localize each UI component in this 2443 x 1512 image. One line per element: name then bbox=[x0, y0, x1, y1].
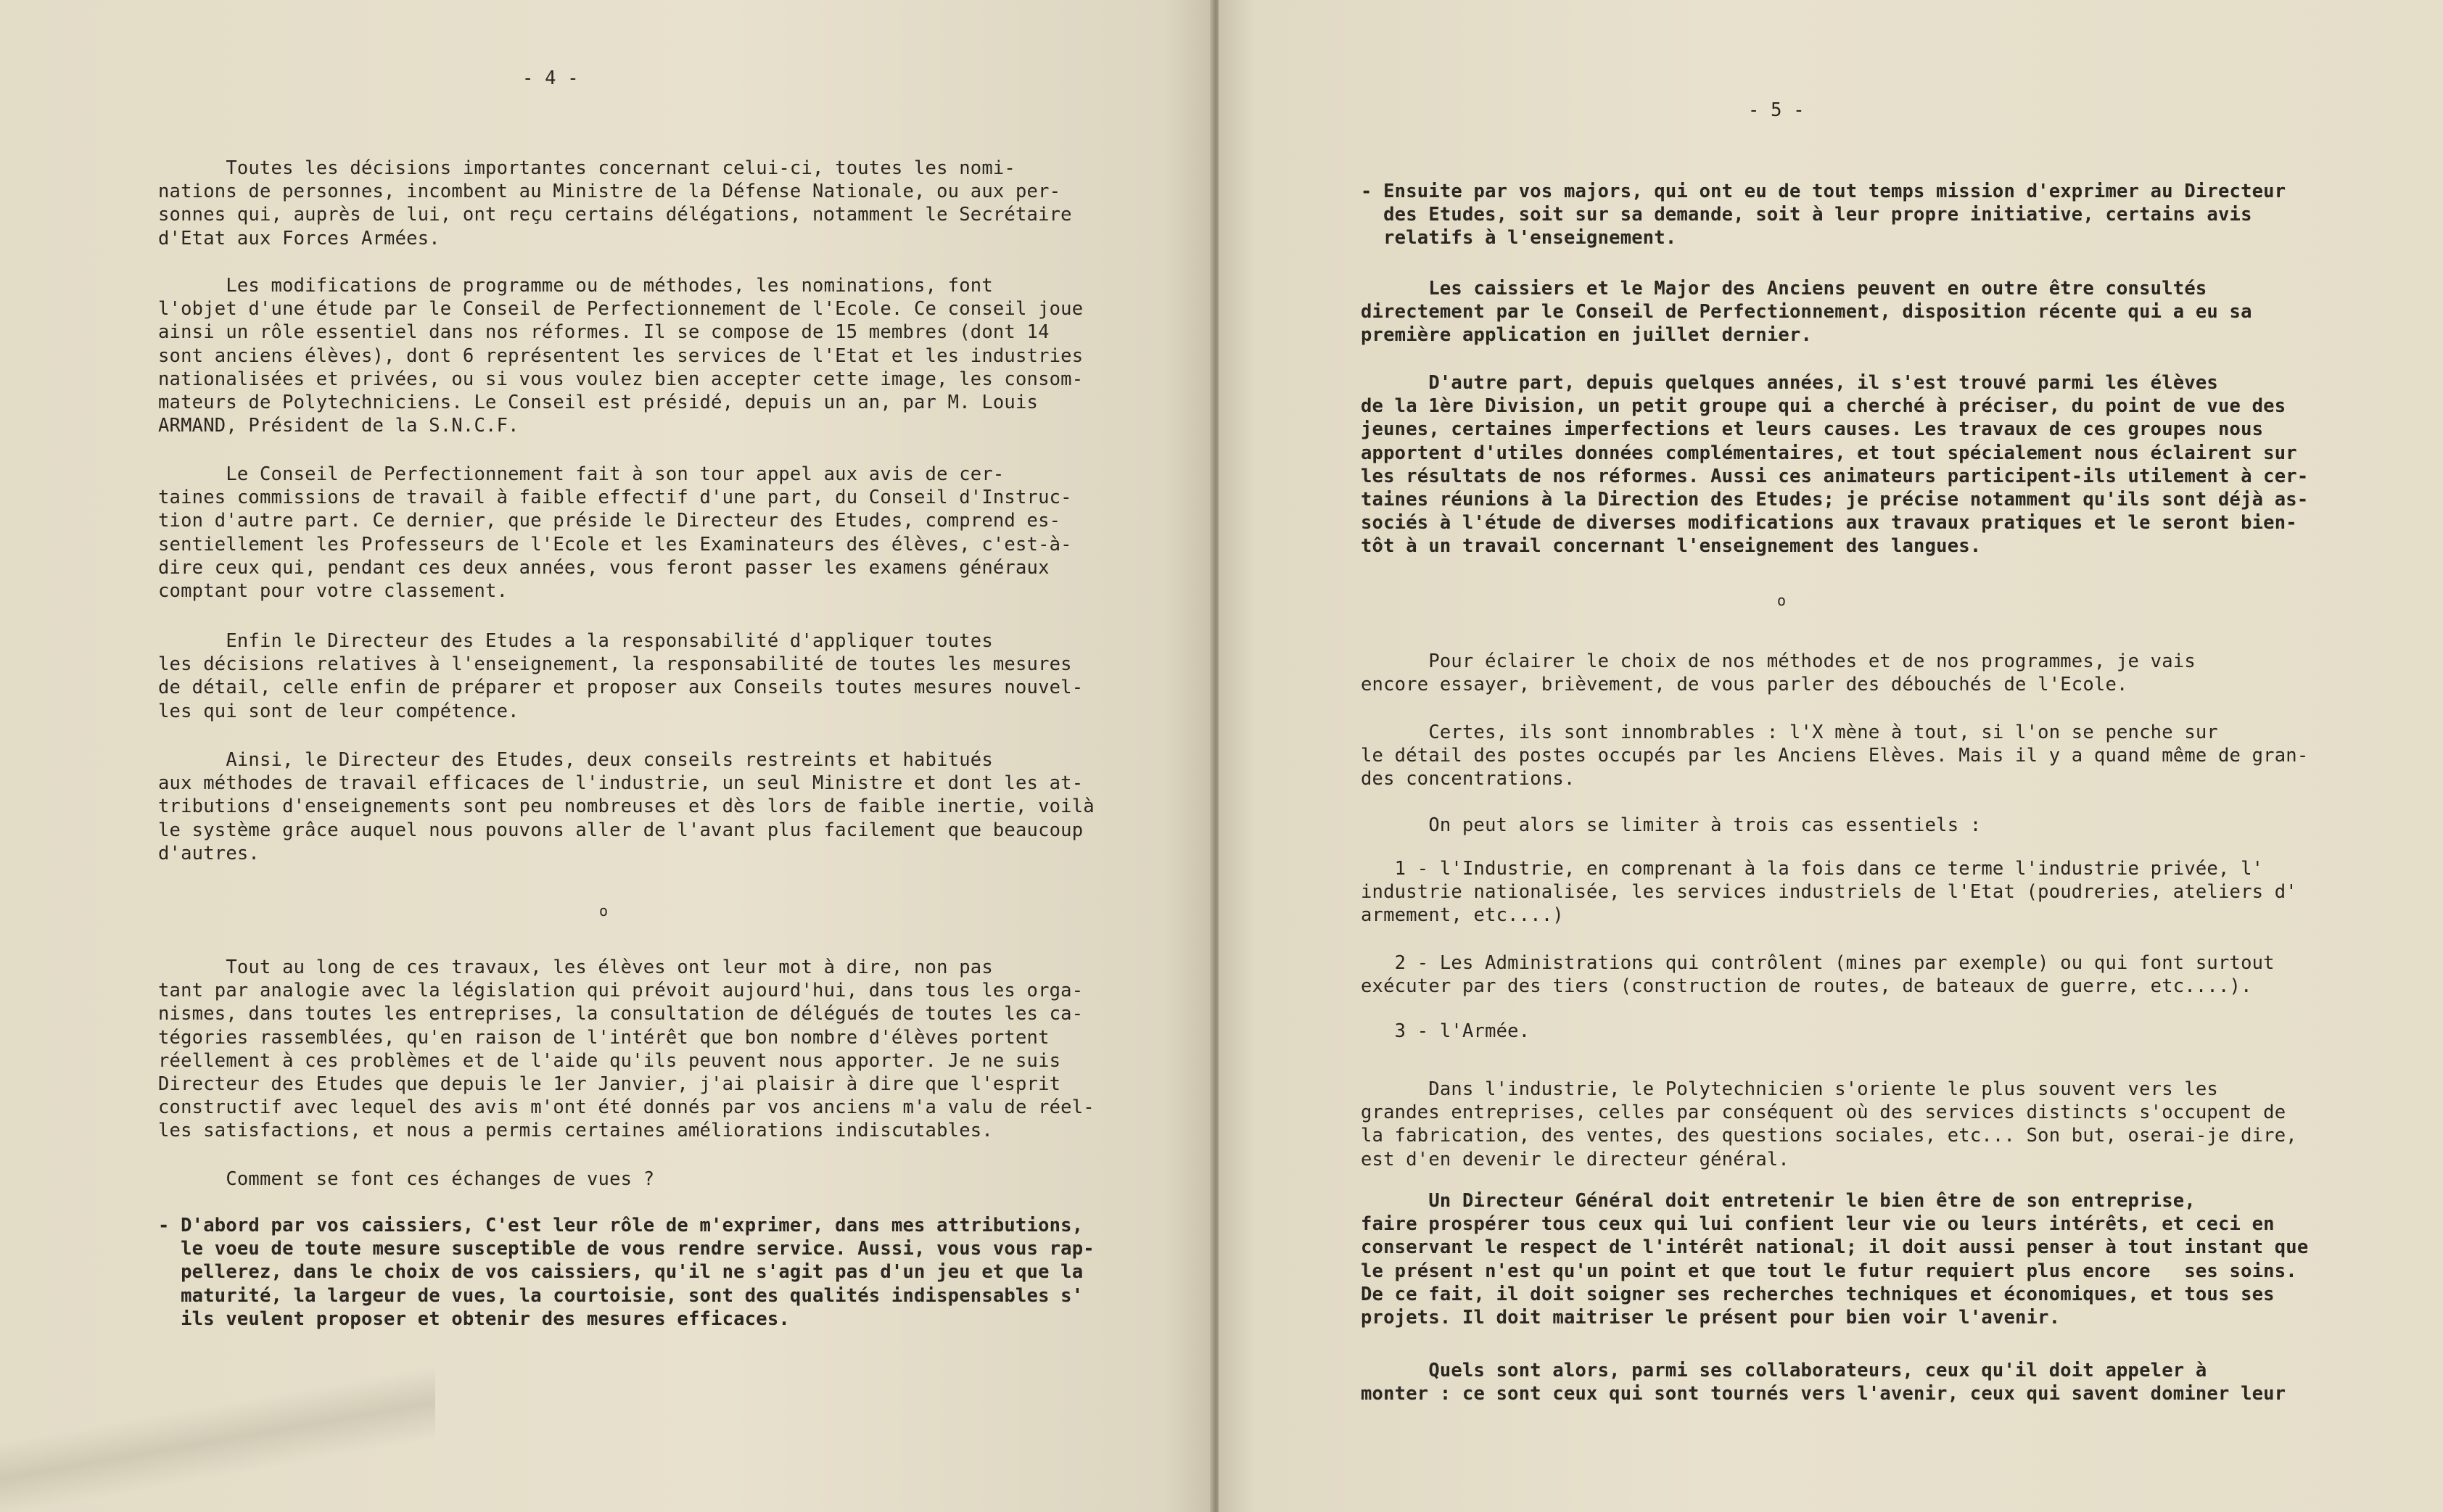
paragraph: Quels sont alors, parmi ses collaborateurs, ceux qu'il doit appeler à monter : ce sont ceux qui sont tournés vers l'avenir, ceux qui savent dominer leur bbox=[1361, 1360, 2286, 1405]
paragraph: Certes, ils sont innombrables : l'X mène à tout, si l'on se penche sur le détail des postes occupés par les Anciens Elèves. Mais il y a quand même de gran- des concentrations. bbox=[1361, 722, 2309, 790]
paragraph: Comment se font ces échanges de vues ? bbox=[158, 1168, 655, 1190]
page-number: - 4 - bbox=[522, 67, 579, 89]
paragraph: Les caissiers et le Major des Anciens peuvent en outre être consultés directement par le Conseil de Perfectionnement, disposition récente qui a eu sa première application en juillet dernier. bbox=[1361, 278, 2252, 347]
paragraph: Les modifications de programme ou de méthodes, les nominations, font l'objet d'une étude par le Conseil de Perfectionnement de l'Ecole. Ce conseil joue ainsi un rôle essentiel dans nos réformes. Il se compose de 15 membres (dont 14 sont anciens élèves), dont 6 représentent les services de l'Etat et les industries nationalisées et privées, ou si vous voulez bien accepter cette image, les consom- mateurs de Polytechniciens. Le Conseil est présidé, depuis un an, par M. Louis ARMAND, Président de la S.N.C.F. bbox=[158, 275, 1084, 437]
paragraph: Tout au long de ces travaux, les élèves ont leur mot à dire, non pas tant par analogie avec la législation qui prévoit aujourd'hui, dans tous les orga- nismes, dans toutes les entreprises, la consultation de délégués de toutes les ca- tégories rassemblées, qu'en raison de l'intérêt que bon nombre d'élèves portent réellement à ces problèmes et de l'aide qu'ils peuvent nous apporter. Je ne suis Directeur des Etudes que depuis le 1er Janvier, j'ai plaisir à dire que l'esprit constructif avec lequel des avis m'ont été donnés par vos anciens m'a valu de réel- les satisfactions, et nous a permis certaines améliorations indiscutables. bbox=[158, 957, 1095, 1142]
paragraph: On peut alors se limiter à trois cas essentiels : bbox=[1361, 814, 1982, 836]
page-crease bbox=[0, 1345, 435, 1512]
paragraph: Dans l'industrie, le Polytechnicien s'oriente le plus souvent vers les grandes entreprises, celles par conséquent où des services distincts s'occupent de la fabrication, des ventes, des questions sociales, etc... Son but, oserai-je dire, est d'en devenir le directeur général. bbox=[1361, 1078, 2297, 1170]
list-item: 1 - l'Industrie, en comprenant à la fois dans ce terme l'industrie privée, l' industrie nationalisée, les services industriels de l'Etat (poudreries, ateliers d' armement, etc....) bbox=[1361, 858, 2297, 927]
section-separator: o bbox=[1777, 592, 1787, 609]
paragraph: D'autre part, depuis quelques années, il s'est trouvé parmi les élèves de la 1ère Division, un petit groupe qui a cherché à préciser, du point de vue des jeunes, certaines imperfections et leurs causes. Les travaux de ces groupes nous apportent d'utiles données complémentaires, et tout spécialement nous éclairent sur les résultats de nos réformes. Aussi ces animateurs participent-ils utilement à cer- taines réunions à la Direction des Etudes; je précise notamment qu'ils sont déjà as- sociés à l'étude de diverses modifications aux travaux pratiques et le seront bien- tôt à un travail concernant l'enseignement des langues. bbox=[1361, 372, 2309, 558]
list-item: 2 - Les Administrations qui contrôlent (mines par exemple) ou qui font surtout exécuter par des tiers (construction de routes, de bateaux de guerre, etc....). bbox=[1361, 952, 2275, 998]
paragraph: Enfin le Directeur des Etudes a la responsabilité d'appliquer toutes les décisions relatives à l'enseignement, la responsabilité de toutes les mesures de détail, celle enfin de préparer et proposer aux Conseils toutes mesures nouvel- les qui sont de leur compétence. bbox=[158, 630, 1084, 722]
paragraph: Ainsi, le Directeur des Etudes, deux conseils restreints et habitués aux méthodes de travail efficaces de l'industrie, un seul Ministre et dont les at- tributions d'enseignements sont peu nombreuses et dès lors de faible inertie, voilà le système grâce auquel nous pouvons aller de l'avant plus facilement que beaucoup d'autres. bbox=[158, 749, 1095, 864]
list-item: 3 - l'Armée. bbox=[1361, 1020, 1531, 1042]
paragraph: Un Directeur Général doit entretenir le bien être de son entreprise, faire prospérer tous ceux qui lui confient leur vie ou leurs intérêts, et ceci en conservant le respect de l'intérêt national; il doit aussi penser à tout instant que le présent n'est qu'un point et que tout le futur requiert plus encore ses soins. De ce fait, il doit soigner ses recherches techniques et économiques, et tous ses projets. Il doit maitriser le présent pour bien voir l'avenir. bbox=[1361, 1190, 2309, 1329]
paragraph: Pour éclairer le choix de nos méthodes et de nos programmes, je vais encore essayer, brièvement, de vous parler des débouchés de l'Ecole. bbox=[1361, 650, 2196, 696]
paragraph: - Ensuite par vos majors, qui ont eu de tout temps mission d'exprimer au Directeur des Etudes, soit sur sa demande, soit à leur propre initiative, certains avis relatifs à l'enseignement. bbox=[1361, 181, 2286, 249]
page-number: - 5 - bbox=[1748, 99, 1805, 121]
section-separator: o bbox=[599, 902, 609, 920]
right-page bbox=[1219, 0, 2443, 1512]
left-page bbox=[0, 0, 1213, 1512]
paragraph: - D'abord par vos caissiers, C'est leur rôle de m'exprimer, dans mes attributions, le voeu de toute mesure susceptible de vous rendre service. Aussi, vous vous rap- pellerez, dans le choix de vos caissiers, qu'il ne s'agit pas d'un jeu et que la maturité, la largeur de vues, la courtoisie, sont des qualités indispensables s' ils veulent proposer et obtenir des mesures efficaces. bbox=[158, 1215, 1095, 1330]
paragraph: Toutes les décisions importantes concernant celui-ci, toutes les nomi- nations de personnes, incombent au Ministre de la Défense Nationale, ou aux per- sonnes qui, auprès de lui, ont reçu certains délégations, notamment le Secrétaire d'Etat aux Forces Armées. bbox=[158, 157, 1072, 249]
paragraph: Le Conseil de Perfectionnement fait à son tour appel aux avis de cer- taines commissions de travail à faible effectif d'une part, du Conseil d'Instruc- tion d'autre part. Ce dernier, que préside le Directeur des Etudes, comprend es- sentiellement les Professeurs de l'Ecole et les Examinateurs des élèves, c'est-à- dire ceux qui, pendant ces deux années, vous feront passer les examens généraux comptant pour votre classement. bbox=[158, 463, 1072, 603]
